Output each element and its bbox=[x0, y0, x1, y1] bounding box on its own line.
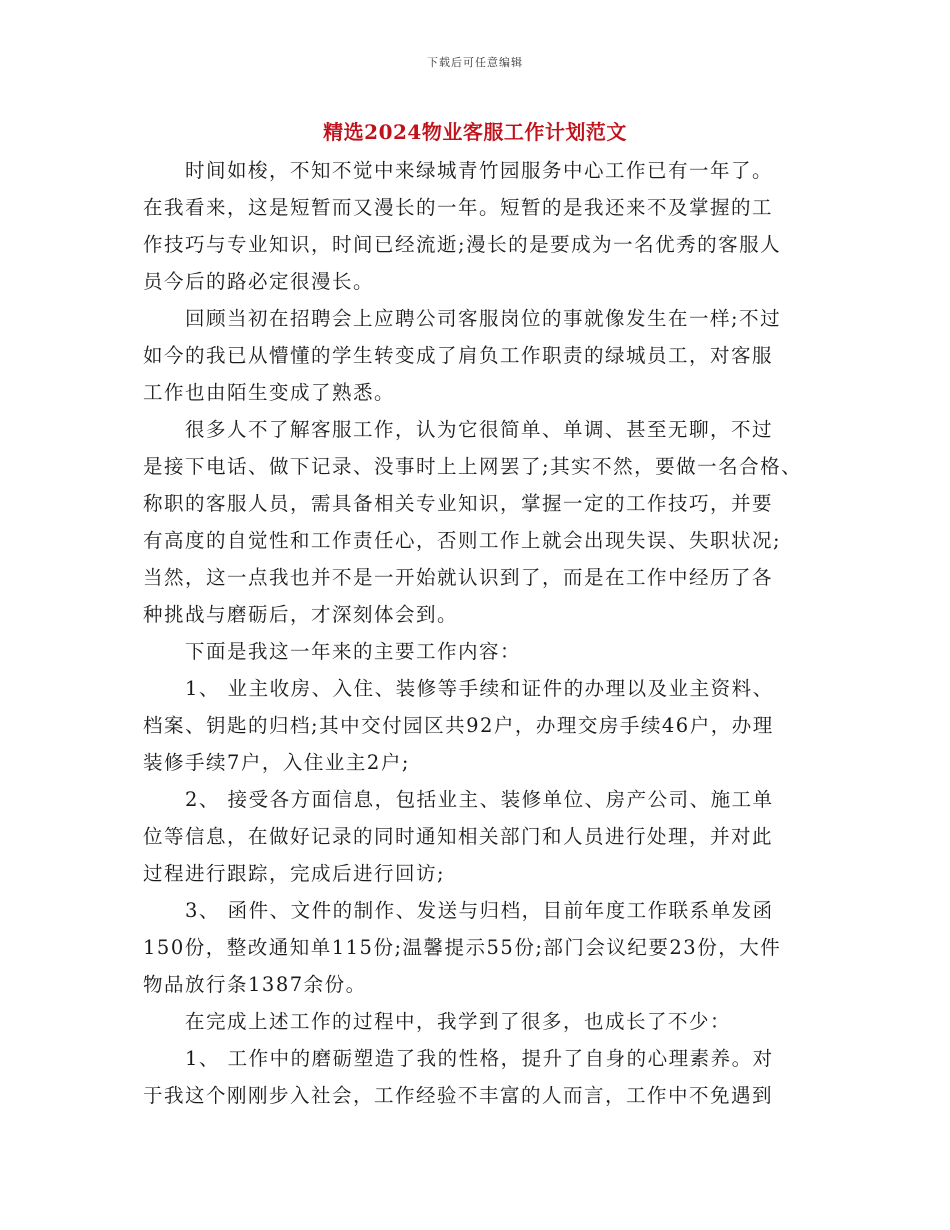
text-line: 种挑战与磨砺后，才深刻体会到。 bbox=[143, 603, 459, 626]
text-line: 1、 工作中的磨砺塑造了我的性格，提升了自身的心理素养。对 bbox=[185, 1047, 774, 1070]
text-line: 档案、钥匙的归档;其中交付园区共92户，办理交房手续46户，办理 bbox=[143, 714, 774, 737]
text-line: 工作也由陌生变成了熟悉。 bbox=[143, 381, 396, 404]
text-line: 有高度的自觉性和工作责任心，否则工作上就会出现失误、失职状况; bbox=[143, 529, 782, 552]
header-note: 下载后可任意编辑 bbox=[427, 56, 523, 69]
text-line: 150份，整改通知单115份;温馨提示55份;部门会议纪要23份，大件 bbox=[143, 936, 782, 959]
text-line: 物品放行条1387余份。 bbox=[143, 973, 367, 996]
text-line: 员今后的路必定很漫长。 bbox=[143, 270, 375, 293]
document-title: 精选2024物业客服工作计划范文 bbox=[323, 120, 627, 144]
text-line: 过程进行跟踪，完成后进行回访; bbox=[143, 862, 446, 885]
text-line: 3、 函件、文件的制作、发送与归档，目前年度工作联系单发函 bbox=[185, 899, 774, 922]
text-line: 如今的我已从懵懂的学生转变成了肩负工作职责的绿城员工，对客服 bbox=[143, 344, 774, 367]
text-line: 装修手续7户，入住业主2户; bbox=[143, 751, 410, 774]
text-line: 位等信息，在做好记录的同时通知相关部门和人员进行处理，并对此 bbox=[143, 825, 774, 848]
text-line: 在完成上述工作的过程中，我学到了很多，也成长了不少： bbox=[185, 1010, 732, 1033]
document-body bbox=[143, 158, 813, 1120]
text-line: 称职的客服人员，需具备相关专业知识，掌握一定的工作技巧，并要 bbox=[143, 492, 774, 515]
text-line: 当然，这一点我也并不是一开始就认识到了，而是在工作中经历了各 bbox=[143, 566, 774, 589]
text-line: 时间如梭，不知不觉中来绿城青竹园服务中心工作已有一年了。 bbox=[185, 159, 774, 182]
text-line: 于我这个刚刚步入社会，工作经验不丰富的人而言，工作中不免遇到 bbox=[143, 1084, 774, 1107]
text-line: 是接下电话、做下记录、没事时上上网罢了;其实不然，要做一名合格、 bbox=[143, 455, 803, 478]
text-line: 很多人不了解客服工作，认为它很简单、单调、甚至无聊，不过 bbox=[185, 418, 774, 441]
text-line: 2、 接受各方面信息，包括业主、装修单位、房产公司、施工单 bbox=[185, 788, 774, 811]
text-line: 在我看来，这是短暂而又漫长的一年。短暂的是我还来不及掌握的工 bbox=[143, 196, 774, 219]
text-line: 回顾当初在招聘会上应聘公司客服岗位的事就像发生在一样;不过 bbox=[185, 307, 782, 330]
text-line: 作技巧与专业知识，时间已经流逝;漫长的是要成为一名优秀的客服人 bbox=[143, 233, 782, 256]
text-line: 1、 业主收房、入住、装修等手续和证件的办理以及业主资料、 bbox=[185, 677, 774, 700]
text-line: 下面是我这一年来的主要工作内容： bbox=[185, 640, 522, 663]
